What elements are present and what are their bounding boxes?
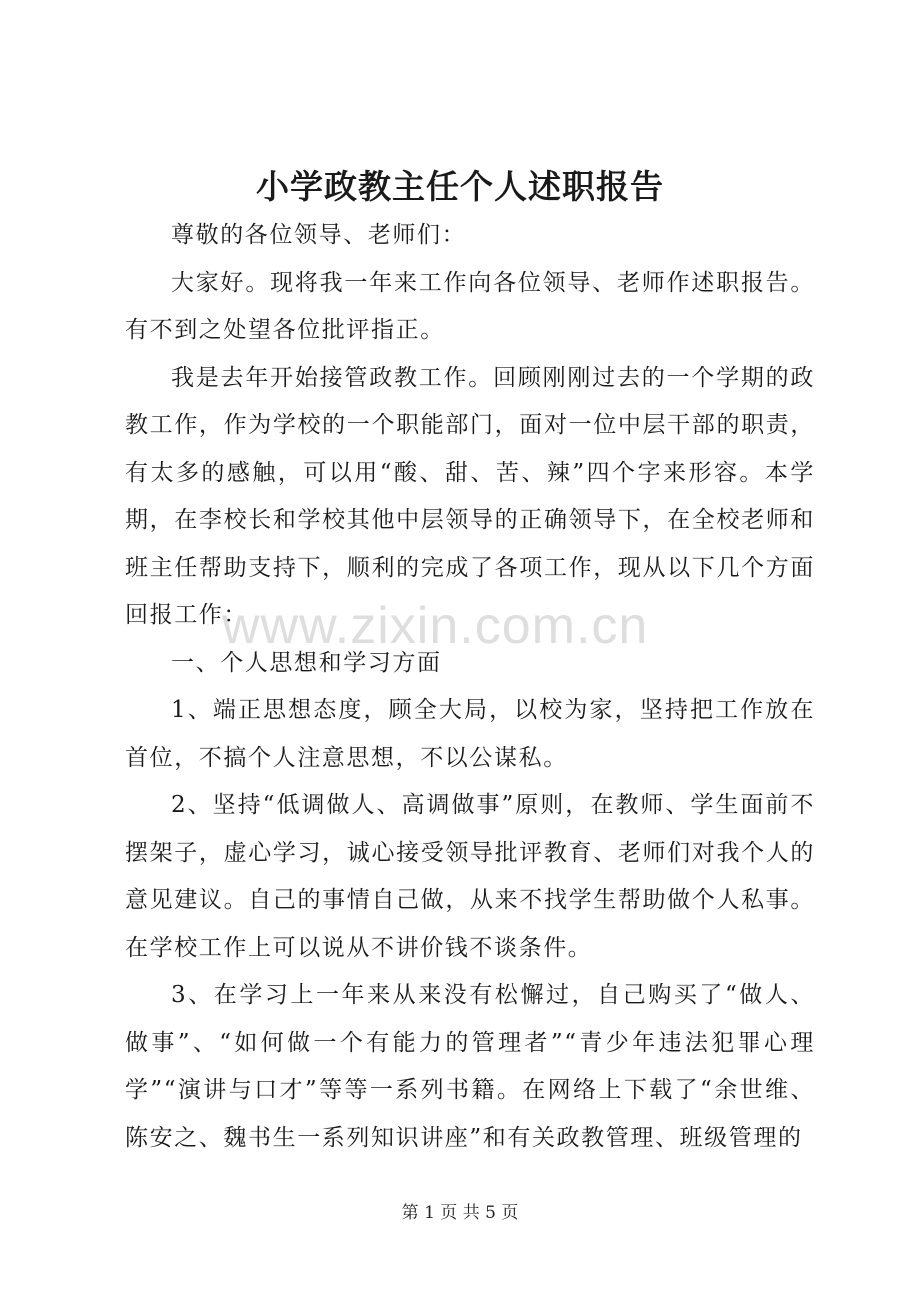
section-heading: 一、个人思想和学习方面 — [171, 649, 442, 676]
greeting-paragraph: 大家好。现将我一年来工作向各位领导、老师作述职报告。有不到之处望各位批评指正。 — [125, 269, 815, 343]
item-paragraph-2: 2、坚持“低调做人、高调做事”原则，在教师、学生面前不摆架子，虚心学习，诚心接受领导批评教育、老师们对我个人的意见建议。自己的事情自己做，从来不找学生帮助做个人私事。在学校工作上可以说从不讲价钱不谈条件。 — [125, 792, 815, 961]
watermark-text: www.zixin.com.cn — [222, 597, 649, 655]
page-footer: 第 1 页 共 5 页 — [401, 1203, 519, 1223]
item-paragraph-3: 3、在学习上一年来从来没有松懈过，自己购买了“做人、做事”、“如何做一个有能力的管理者”“青少年违法犯罪心理学”“演讲与口才”等等一系列书籍。在网络上下载了“余世维、陈安之、魏书生一系列知识讲座”和有关政教管理、班级管理的 — [125, 982, 815, 1151]
document-body — [125, 212, 815, 1162]
salutation-paragraph: 尊敬的各位领导、老师们： — [171, 222, 467, 248]
item-paragraph-1: 1、端正思想态度，顾全大局，以校为家，坚持把工作放在首位，不搞个人注意思想，不以公谋私。 — [125, 697, 815, 771]
intro-paragraph: 我是去年开始接管政教工作。回顾刚刚过去的一个学期的政教工作，作为学校的一个职能部门，面对一位中层干部的职责，有太多的感触，可以用“酸、甜、苦、辣”四个字来形容。本学期，在李校长和学校其他中层领导的正确领导下，在全校老师和班主任帮助支持下，顺利的完成了各项工作，现从以下几个方面回报工作： — [125, 364, 815, 628]
document-title: 小学政教主任个人述职报告 — [256, 167, 664, 206]
